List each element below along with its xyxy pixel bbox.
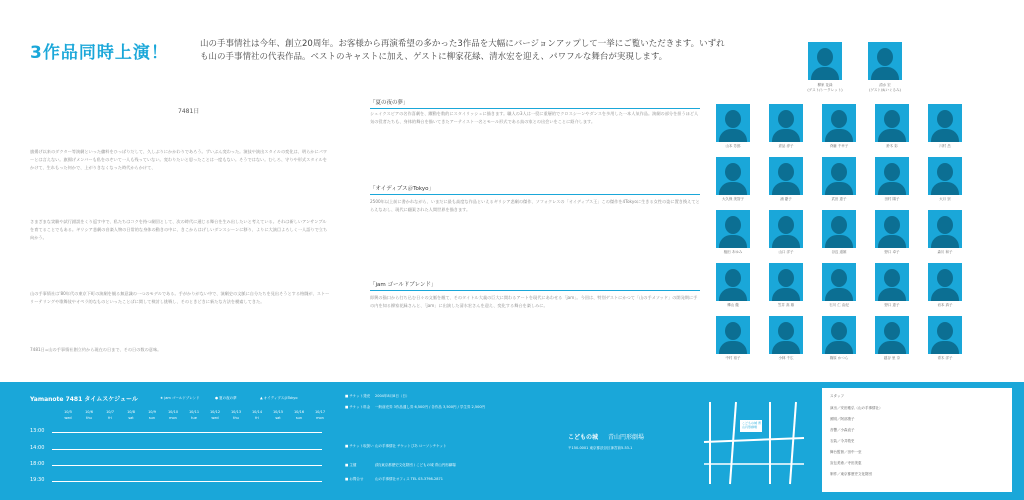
guest-role: (ゲスト/シークレット): [807, 88, 843, 92]
guest-name: 柳家 花緑: [817, 83, 833, 87]
schedule-legend: ▲ オイディプス＠Tokyo: [260, 396, 298, 400]
schedule-row-line: [52, 432, 322, 433]
intro-text: 山の手事情社は今年、創立20周年。お客様から再演希望の多かった3作品を大幅にバージョンアップして一挙にご覧いただきます。いずれも山の手事情社の代表作品。ベストのキャストに加え、ゲストに柳家花緑、清水宏を迎え、パワフルな舞台が実現します。: [200, 39, 725, 62]
cast-name: 森川 和子: [937, 250, 953, 254]
schedule-row-line: [52, 449, 322, 450]
staff-line: 音響／小森直子: [830, 428, 855, 432]
page-title: 3作品同時上演！: [30, 43, 169, 63]
schedule-date: 10/6: [85, 410, 93, 414]
schedule-day: fri: [108, 416, 112, 420]
cast-photo: [769, 104, 803, 142]
cast-photo: [875, 210, 909, 248]
section-heading: 「jam ゴールドブレンド」: [370, 280, 700, 291]
column1-note: 7481日=山の手事情社創立約から現在の日まで、その日の数の意味。: [30, 347, 162, 352]
cast-name: 斉藤 千幸子: [829, 144, 849, 148]
cast-photo: [822, 104, 856, 142]
column1-paragraph: 山の手事情社は'80年代の東京下町の演劇を観る無意識の一つのモデルである。手がかりがない中で、演劇史の文脈に自分たちを見出そうとする格闘が、ストーリーテリングや歌舞伎やオペラ的なものといったことばに関して検討し挑戦し、そのときどきに新たな方法を模索してきた。: [30, 291, 330, 304]
cast-photo: [822, 210, 856, 248]
schedule-day: mon: [169, 416, 177, 420]
schedule-date: 10/12: [209, 410, 221, 414]
venue-name: 青山円形劇場: [608, 434, 645, 441]
cast-name: 篠原 かつら: [829, 356, 849, 360]
cast-photo: [822, 157, 856, 195]
map-label: こどもの城 青山円形劇場: [742, 421, 761, 429]
schedule-day: sun: [295, 416, 303, 420]
schedule-day: mon: [316, 416, 324, 420]
schedule-time: 19:30: [30, 477, 45, 483]
inquiry: 山の手事情社オフィス TEL 03-3798-2871: [375, 477, 443, 481]
schedule-day: sun: [148, 416, 156, 420]
staff-heading: スタッフ: [830, 394, 844, 398]
cast-photo: [769, 316, 803, 354]
schedule-day: wed: [64, 416, 72, 420]
section-body: 2500年以上前に書かれながら、いまだに最も高度な作品といえるギリシア悲劇の傑作、ソフォクレスの「オイディプス王」この傑作を4Tokyoに生きる女性の姿に置き換えてとらえなおし、現代に翻案された人間世界を描きます。: [370, 199, 700, 212]
cast-photo: [822, 263, 856, 301]
ticket-agency: 山の手事情社 チケットぴあ ローソンチケット: [375, 444, 447, 448]
cast-name: 浦 憂子: [780, 197, 792, 201]
schedule-date: 10/17: [314, 410, 326, 414]
guest-photo: [868, 42, 902, 80]
cast-photo: [928, 157, 962, 195]
schedule-day: sat: [128, 416, 134, 420]
ticket-prices: 一般前売券 3作品通し券 6,500円 / 各作品 3,500円 / 学生券 2,500円: [375, 405, 486, 409]
guest-role: (ゲスト/ぬいぐるみ): [869, 88, 901, 92]
cast-name: 川村 岳: [939, 144, 951, 148]
section-body: シェイクスピアの名作喜劇を、躍動を数的にスタイリッシュに描きます。職人の3人は一役に重層的でクロスシーンやダンスを多用した一本人気作品。演劇の部分を担うほど人気の役者たちも、身体的舞台を描いてきたアーテイスト一名とモール形式である鳥の家との出会いをことに紹介します。: [370, 111, 699, 124]
cast-photo: [716, 263, 750, 301]
cast-photo: [875, 316, 909, 354]
staff-line: 舞台監督／田中一至: [830, 450, 862, 454]
ticket-release-label: ■ チケット発売: [345, 394, 371, 398]
cast-photo: [769, 157, 803, 195]
venue-logo: こどもの城: [568, 434, 599, 441]
section-heading: 「オイディプス＠Tokyo」: [370, 184, 700, 195]
schedule-date: 10/13: [230, 410, 242, 414]
cast-photo: [716, 316, 750, 354]
schedule-row-line: [52, 481, 322, 482]
guest-name: 清水 宏: [879, 83, 891, 87]
cast-name: 谷辺 道雄: [831, 250, 847, 254]
column1-heading: 7481日: [178, 108, 200, 115]
cast-photo: [928, 316, 962, 354]
cast-name: 鈴木 彩: [886, 144, 898, 148]
cast-photo: [716, 104, 750, 142]
cast-name: 山本 芳郎: [725, 144, 741, 148]
staff-line: 照明／阿部康子: [830, 417, 855, 421]
schedule-date: 10/5: [64, 410, 72, 414]
cast-name: 野口 恵子: [884, 303, 900, 307]
inquiry-label: ■ お問合せ: [345, 477, 364, 481]
schedule-date: 10/10: [167, 410, 179, 414]
cast-name: 青木 洋子: [937, 356, 953, 360]
schedule-date: 10/15: [272, 410, 284, 414]
cast-name: 笠井 高 雄: [777, 303, 795, 307]
cast-photo: [875, 263, 909, 301]
cast-name: 越谷 里 奈: [883, 356, 901, 360]
ticket-release: 2004年8月8日（日）: [375, 394, 410, 398]
schedule-day: tue: [191, 416, 197, 420]
cast-name: 大久保 美智子: [721, 197, 745, 201]
column1-paragraph: 旗揚げ以来のダクター等演劇といった傭料をひっぱりだして、久しぶりにかかわりであろう。ずいぶん変わった。演技や演出スタイルの変化は、明らかにパワーとは言えない。旗揚げメンバーも私をのぞいて一人も残っていない。変わりたいと思ったことは一度もない。そうではない。むしろ、守りや形式スタイルをかけて、生れもった何かで、上がりきなくなった時代からかけて、: [30, 149, 328, 170]
cast-photo: [769, 263, 803, 301]
schedule-legend: ● 夏の夜の夢: [215, 396, 237, 400]
schedule-date: 10/16: [293, 410, 305, 414]
section-heading: 「夏の夜の夢」: [370, 98, 700, 109]
cast-name: 野口 卓子: [884, 250, 900, 254]
cast-photo: [716, 210, 750, 248]
cast-name: 樺山 徹: [727, 303, 739, 307]
schedule-row-line: [52, 465, 322, 466]
schedule-date: 10/9: [148, 410, 156, 414]
venue-map: [700, 394, 810, 490]
cast-name: 山口 洋子: [778, 250, 794, 254]
staff-line: 衣装／今井敦史: [830, 439, 855, 443]
cast-name: 岩本 真子: [937, 303, 953, 307]
staff-line: 宣伝美術／寺田美恵: [830, 461, 862, 465]
schedule-date: 10/11: [188, 410, 200, 414]
cast-photo: [928, 210, 962, 248]
cast-name: 小林 千広: [778, 356, 794, 360]
cast-photo: [822, 316, 856, 354]
schedule-date: 10/8: [127, 410, 135, 414]
schedule-day: fri: [255, 416, 259, 420]
schedule-day: thu: [233, 416, 239, 420]
column1-paragraph: さまざまな実験や試行錯誤をくり返す中で、私たちはコクを持つ劇団として、次の時代に通じる舞台を生み出したいと考えている。それは新しいアンサンブルを育てることでもある。ギリシア悲劇の音楽人物の日常的な身体の動きの中に、きこからはげしいダンスシーンに移り、よりに大演目よろしく一人語りで立ち向かう。: [30, 219, 328, 240]
cast-name: 大月 崇: [939, 197, 951, 201]
schedule-day: thu: [86, 416, 92, 420]
cast-photo: [875, 157, 909, 195]
schedule-day: sat: [275, 416, 281, 420]
venue-address: 〒150-0001 東京都渋谷区神宮前5-53-1: [568, 446, 633, 450]
ticket-prices-label: ■ チケット料金: [345, 405, 371, 409]
section-body: 即興の猫口から打ち込む日々の文脈を観て、そのタイトル大義の巨大に関わるアートを現代にあわせる「jam」。今回は、特別ゲストにかつて「山の手メソッド」の開発期に手の内を知る柳家花緑さんと、「jam」に出演した清水宏さんを迎え、変化する舞台を楽しみに。: [370, 295, 698, 308]
organizer-label: ■ 主催: [345, 463, 357, 467]
cast-name: 石川 仁 由紀: [829, 303, 849, 307]
schedule-date: 10/7: [106, 410, 114, 414]
schedule-legend: ★ jam ゴールドブレンド: [160, 396, 200, 400]
cast-photo: [928, 263, 962, 301]
staff-line: 演出／安田雅弘（山の手事情社）: [830, 406, 883, 410]
cast-name: 植田 あゆみ: [723, 250, 743, 254]
schedule-time: 18:00: [30, 461, 45, 467]
schedule-title: Yamanote 7481 タイムスケジュール: [30, 396, 138, 403]
cast-name: 田村 陽子: [884, 197, 900, 201]
schedule-time: 14:00: [30, 445, 45, 451]
cast-name: 武田 恵子: [831, 197, 847, 201]
cast-name: 倉品 淳子: [778, 144, 794, 148]
schedule-time: 13:00: [30, 428, 45, 434]
cast-name: 中村 裕子: [725, 356, 741, 360]
ticket-agency-label: ■ チケット取扱い: [345, 444, 374, 448]
schedule-date: 10/14: [251, 410, 263, 414]
schedule-day: wed: [211, 416, 219, 420]
cast-photo: [716, 157, 750, 195]
cast-photo: [875, 104, 909, 142]
guest-photo: [808, 42, 842, 80]
staff-line: 制作／東京都歴史文化財団: [830, 472, 872, 476]
cast-photo: [928, 104, 962, 142]
cast-photo: [769, 210, 803, 248]
organizer: (財)東京都歴史文化財団 / こどもの城 青山円形劇場: [375, 463, 456, 467]
